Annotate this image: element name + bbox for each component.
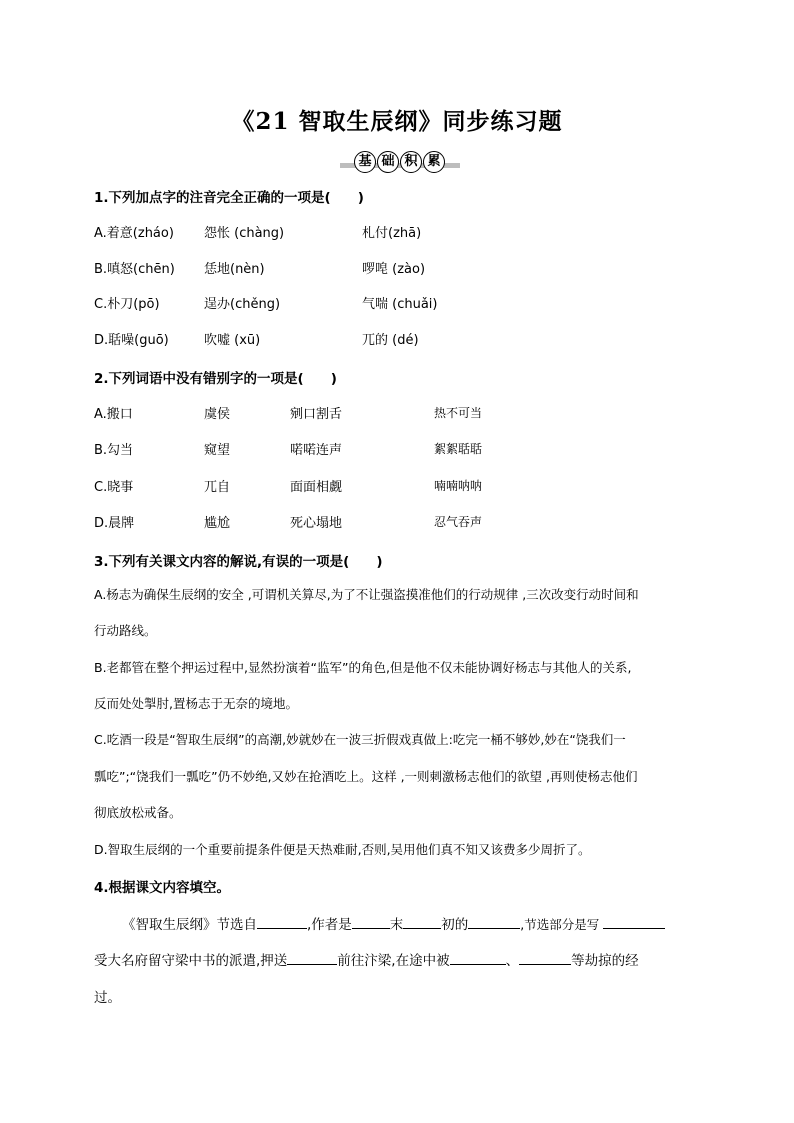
q2-option-d-1: D.晨牌 bbox=[94, 516, 135, 531]
q3-line: D.智取生辰纲的一个重要前提条件便是天热难耐,否则,吴用他们真不知又该费多少周折了。 bbox=[94, 842, 591, 857]
q3-line: A.杨志为确保生辰纲的安全 ,可谓机关算尽,为了不让强盗摸准他们的行动规律 ,三次改变行动时间和 bbox=[94, 587, 639, 602]
q1-option-a-2: 怨怅 (chàng) bbox=[204, 226, 285, 241]
q2-option-a-3: 剜口割舌 bbox=[290, 407, 343, 422]
q2-option-c-4: 喃喃呐呐 bbox=[434, 479, 483, 493]
q4-text: ,作者是 bbox=[307, 917, 352, 933]
q1-option-c-3: 气喘 (chuǎi) bbox=[362, 297, 438, 312]
q2-option-c-1: C.晓事 bbox=[94, 480, 134, 495]
badge-char: 础 bbox=[377, 151, 399, 173]
q1-option-c-2: 逞办(chěng) bbox=[204, 297, 281, 312]
answer-blank[interactable] bbox=[403, 914, 441, 929]
q3-line: 彻底放松戒备。 bbox=[94, 805, 182, 820]
q3-line: 行动路线。 bbox=[94, 623, 157, 638]
q4-text: 《智取生辰纲》节选自 bbox=[122, 917, 257, 933]
answer-blank[interactable] bbox=[450, 950, 506, 965]
q2-option-b-1: B.勾当 bbox=[94, 443, 134, 458]
q2-option-c-3: 面面相觑 bbox=[290, 480, 343, 495]
q3-line: C.吃酒一段是“智取生辰纲”的高潮,妙就妙在一波三折假戏真做上:吃完一桶不够妙,妙在“饶我们一 bbox=[94, 732, 626, 747]
q4-text: 、 bbox=[505, 953, 520, 969]
question-2-stem: 2.下列词语中没有错别字的一项是( ) bbox=[94, 371, 337, 387]
question-1-stem: 1.下列加点字的注音完全正确的一项是( ) bbox=[94, 190, 364, 206]
q2-option-b-2: 窥望 bbox=[204, 443, 231, 458]
q2-option-c-2: 兀自 bbox=[204, 480, 231, 495]
q4-text: 等劫掠的经 bbox=[571, 953, 639, 969]
q1-option-a-3: 札付(zhā) bbox=[362, 226, 422, 241]
q1-option-a-1: A.着意(zháo) bbox=[94, 226, 174, 241]
badge-char: 积 bbox=[400, 151, 422, 173]
answer-blank[interactable] bbox=[519, 950, 571, 965]
q2-option-b-4: 絮絮聒聒 bbox=[434, 442, 483, 456]
q1-option-c-1: C.朴刀(pō) bbox=[94, 297, 160, 312]
question-4-stem: 4.根据课文内容填空。 bbox=[94, 880, 231, 896]
q2-option-d-2: 尴尬 bbox=[204, 516, 231, 531]
q2-option-b-3: 喏喏连声 bbox=[290, 443, 343, 458]
q3-line: 瓢吃”;“饶我们一瓢吃”仍不妙绝,又妙在抢酒吃上。这样 ,一则刺激杨志他们的欲望 ,再则使杨志他们 bbox=[94, 769, 638, 784]
question-3-stem: 3.下列有关课文内容的解说,有误的一项是( ) bbox=[94, 554, 383, 570]
q2-option-d-3: 死心塌地 bbox=[290, 516, 343, 531]
q4-text: 初的 bbox=[441, 917, 469, 933]
q3-line: 反而处处掣肘,置杨志于无奈的境地。 bbox=[94, 696, 298, 711]
q2-option-a-4: 热不可当 bbox=[434, 406, 483, 420]
q2-option-d-4: 忍气吞声 bbox=[434, 515, 483, 529]
q1-option-b-2: 恁地(nèn) bbox=[204, 262, 265, 277]
q1-option-d-3: 兀的 (dé) bbox=[362, 333, 419, 348]
q4-text: 前往汴梁,在途中被 bbox=[337, 953, 450, 969]
page-title: 《21 智取生辰纲》同步练习题 bbox=[231, 108, 563, 135]
q4-line-2 bbox=[94, 949, 639, 969]
q1-option-b-3: 啰唣 (zào) bbox=[362, 262, 426, 277]
q2-option-a-2: 虞侯 bbox=[204, 407, 231, 422]
q4-text: 受大名府留守梁中书的派遣,押送 bbox=[94, 953, 288, 969]
q4-text: ,节选部分是写 bbox=[520, 917, 600, 932]
answer-blank[interactable] bbox=[603, 914, 665, 929]
answer-blank[interactable] bbox=[257, 914, 307, 929]
q4-line-1 bbox=[122, 913, 665, 933]
answer-blank[interactable] bbox=[287, 950, 337, 965]
section-badge bbox=[340, 151, 460, 173]
answer-blank[interactable] bbox=[352, 914, 390, 929]
q1-option-d-1: D.聒噪(guō) bbox=[94, 333, 169, 348]
q4-line-3: 过。 bbox=[94, 990, 121, 1006]
q1-option-b-1: B.嗔怒(chēn) bbox=[94, 262, 175, 277]
q2-option-a-1: A.搬口 bbox=[94, 407, 133, 422]
q4-text: 末 bbox=[389, 917, 404, 933]
answer-blank[interactable] bbox=[468, 914, 520, 929]
q1-option-d-2: 吹嘘 (xū) bbox=[204, 333, 261, 348]
badge-char: 累 bbox=[423, 151, 445, 173]
badge-char: 基 bbox=[354, 151, 376, 173]
q3-line: B.老都管在整个押运过程中,显然扮演着“监军”的角色,但是他不仅未能协调好杨志与其他人的关系, bbox=[94, 660, 632, 675]
